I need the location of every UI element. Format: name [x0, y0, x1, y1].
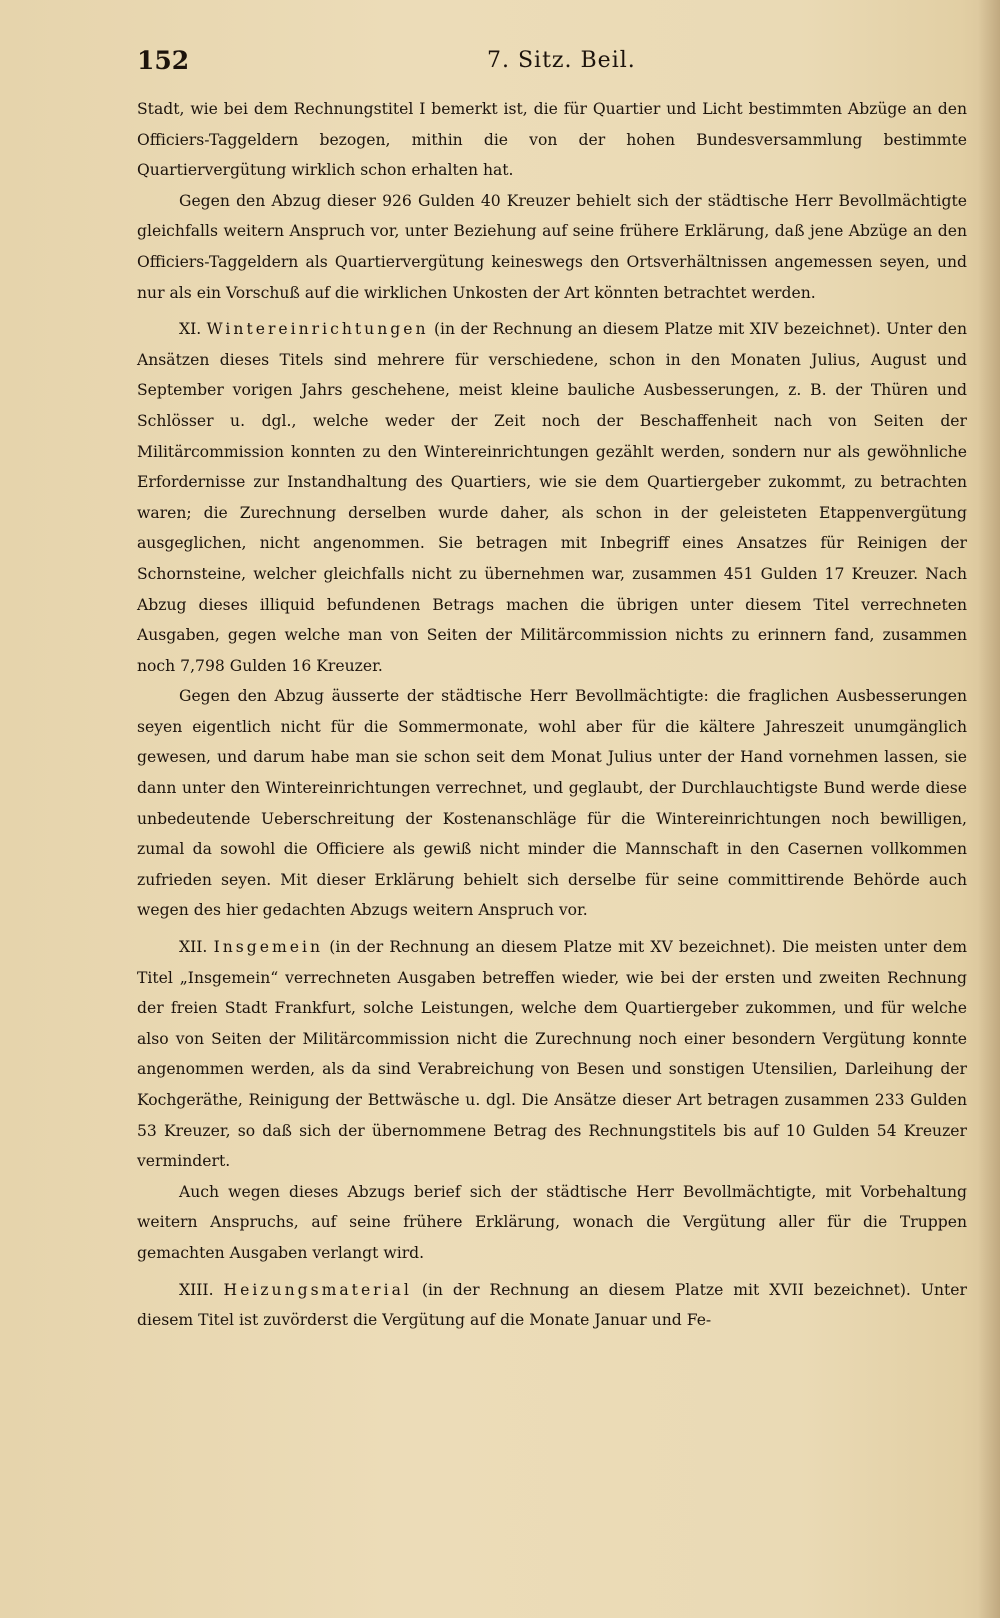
section-heading: Heizungsmaterial	[223, 1280, 412, 1299]
section-number: XIII.	[179, 1280, 214, 1299]
section-number: XII.	[179, 938, 208, 957]
paragraph-text: (in der Rechnung an diesem Platze mit XVII bezeichnet). Unter diesem Titel ist zuvörderst die Vergütung auf die Monate Januar und Fe-	[137, 1280, 967, 1330]
paragraph	[137, 681, 967, 926]
running-head: 7. Sitz. Beil.	[487, 48, 636, 73]
section-xiii	[137, 1275, 967, 1336]
section-heading: Insgemein	[213, 938, 324, 957]
section-number: XI.	[179, 320, 202, 339]
paragraph-text: (in der Rechnung an diesem Platze mit XV bezeichnet). Die meisten unter dem Titel „Insgemein“ verrechneten Ausgaben betreffen wieder, wie bei der ersten und zweiten Rechnung der freien Stadt Frankfurt, solche Leistungen, welche dem Quartiergeber zukommen, und für welche also von Seiten der Militärcommission nicht die Zurechnung noch einer besondern Vergütung konnte angenommen werden, als da sind Verabreichung von Besen und sonstigen Utensilien, Darleihung der Kochgeräthe, Reinigung der Bettwäsche u. dgl. Die Ansätze dieser Art betragen zusammen 233 Gulden 53 Kreuzer, so daß sich der übernommene Betrag des Rechnungstitels bis auf 10 Gulden 54 Kreuzer vermindert.	[137, 938, 967, 1171]
paragraph-text: (in der Rechnung an diesem Platze mit XIV bezeichnet). Unter den Ansätzen dieses Titels sind mehrere für verschiedene, schon in den Monaten Julius, August und September vorigen Jahrs geschehene, meist kleine bauliche Ausbesserungen, z. B. der Thüren und Schlösser u. dgl., welche weder der Zeit noch der Beschaffenheit nach von Seiten der Militärcommission konnten zu den Wintereinrichtungen gezählt werden, sondern nur als gewöhnliche Erfordernisse zur Instandhaltung des Quartiers, wie sie dem Quartiergeber zukommt, zu betrachten waren; die Zurechnung derselben wurde daher, als schon in der geleisteten Etappenvergütung ausgeglichen, nicht angenommen. Sie betragen mit Inbegriff eines Ansatzes für Reinigen der Schornsteine, welcher gleichfalls nicht zu übernehmen war, zusammen 451 Gulden 17 Kreuzer. Nach Abzug dieses illiquid befundenen Betrags machen die übrigen unter diesem Titel verrechneten Ausgaben, gegen welche man von Seiten der Militärcommission nichts zu erinnern fand, zusammen noch 7,798 Gulden 16 Kreuzer.	[137, 320, 967, 675]
paragraph-text: Gegen den Abzug dieser 926 Gulden 40 Kreuzer behielt sich der städtische Herr Bevollmächtigte gleichfalls weitern Anspruch vor, unter Beziehung auf seine frühere Erklärung, daß jene Abzüge an den Officiers-Taggeldern als Quartiervergütung keineswegs den Ortsverhältnissen angemessen seyen, und nur als ein Vorschuß auf die wirklichen Unkosten der Art könnten betrachtet werden.	[137, 191, 967, 302]
section-xii	[137, 932, 967, 1177]
paragraph	[137, 186, 967, 308]
page-edge-shadow	[978, 0, 1000, 1618]
paragraph-text: Gegen den Abzug äusserte der städtische Herr Bevollmächtigte: die fraglichen Ausbesserungen seyen eigentlich nicht für die Sommermonate, wohl aber für die kältere Jahreszeit unumgänglich gewesen, und darum habe man sie schon seit dem Monat Julius unter der Hand vornehmen lassen, sie dann unter den Wintereinrichtungen verrechnet, und geglaubt, der Durchlauchtigste Bund werde diese unbedeutende Ueberschreitung der Kostenanschläge für die Wintereinrichtungen noch bewilligen, zumal da sowohl die Officiere als gewiß nicht minder die Mannschaft in den Casernen vollkommen zufrieden seyen. Mit dieser Erklärung behielt sich derselbe für seine committirende Behörde auch wegen des hier gedachten Abzugs weitern Anspruch vor.	[137, 687, 967, 920]
paragraph-text: Stadt, wie bei dem Rechnungstitel I bemerkt ist, die für Quartier und Licht bestimmten Abzüge an den Officiers-Taggeldern bezogen, mithin die von der hohen Bundesversammlung bestimmte Quartiervergütung wirklich schon erhalten hat.	[137, 100, 967, 180]
page-number: 152	[137, 46, 190, 75]
section-xi	[137, 314, 967, 681]
paragraph-text: Auch wegen dieses Abzugs berief sich der städtische Herr Bevollmächtigte, mit Vorbehaltung weitern Anspruchs, auf seine frühere Erklärung, wonach die Vergütung aller für die Truppen gemachten Ausgaben verlangt wird.	[137, 1182, 967, 1262]
body-text	[137, 94, 967, 1336]
page-header	[137, 46, 967, 86]
paragraph-continuation	[137, 94, 967, 186]
paragraph	[137, 1177, 967, 1269]
section-heading: Wintereinrichtungen	[206, 320, 429, 339]
